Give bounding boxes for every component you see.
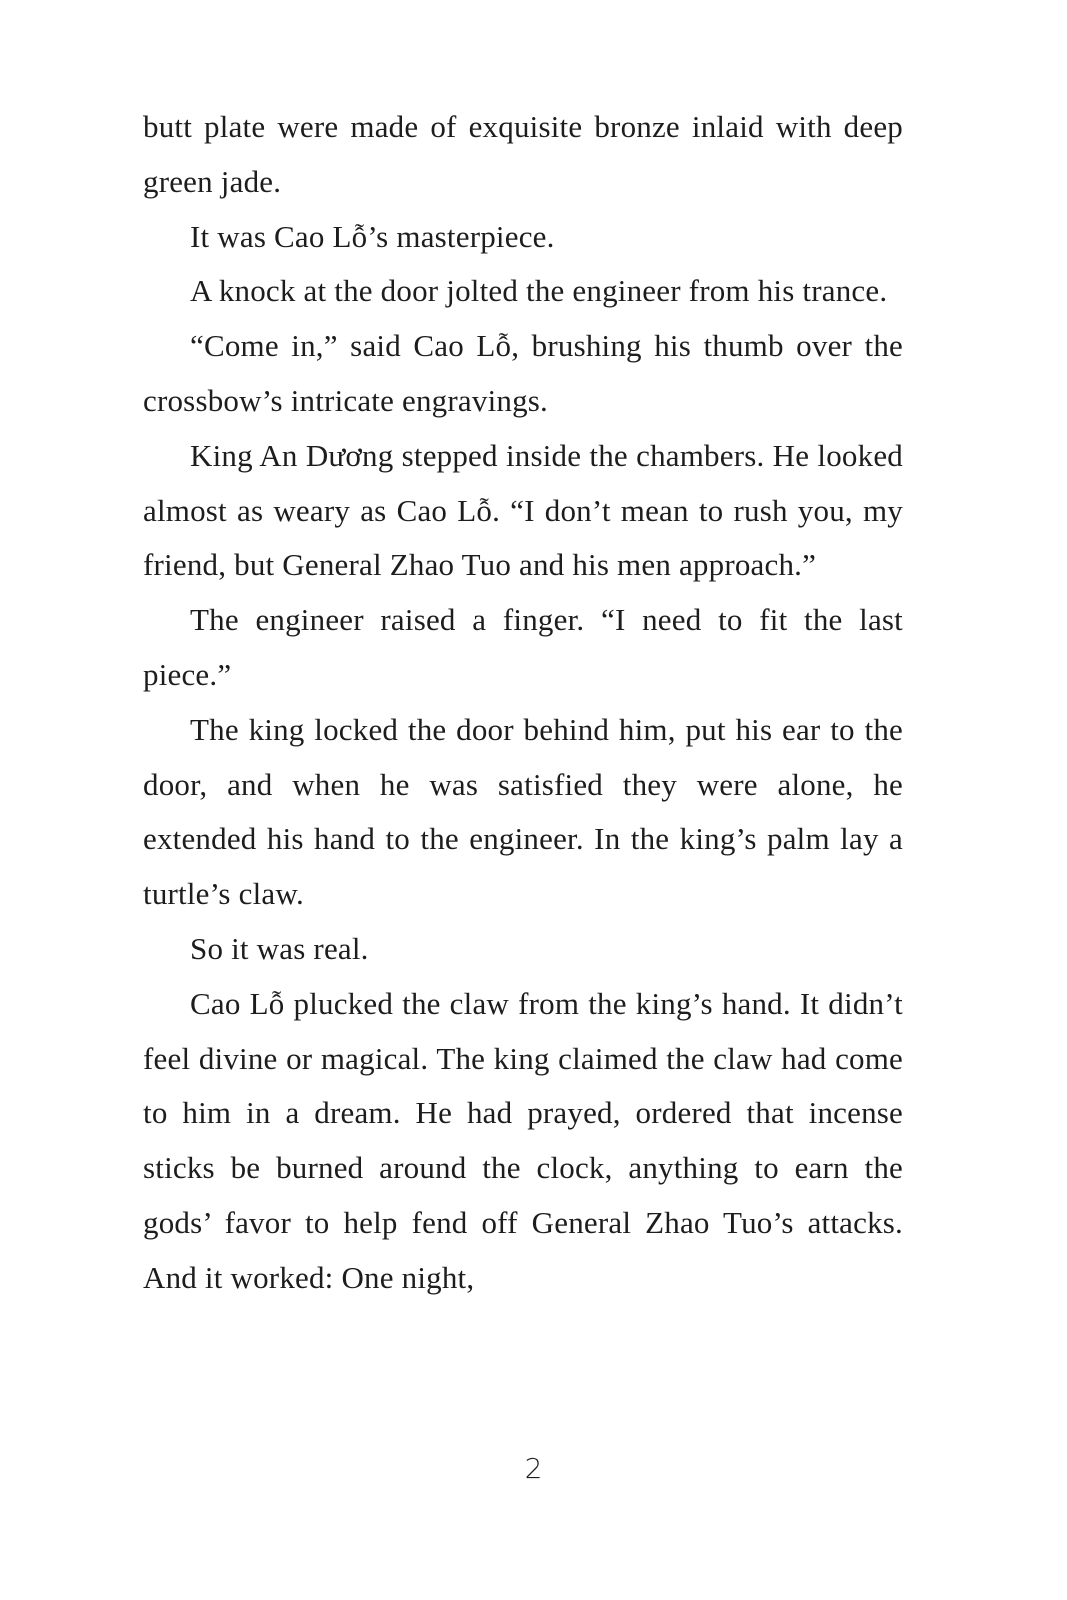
- paragraph-3: A knock at the door jolted the engineer from his trance.: [190, 273, 888, 309]
- paragraph-2: It was Cao Lỗ’s masterpiece.: [190, 218, 555, 254]
- paragraph-4: “Come in,” said Cao Lỗ, brushing his thumb over the crossbow’s intricate engravings.: [143, 328, 903, 418]
- body-text: [143, 100, 903, 1306]
- paragraph-1: butt plate were made of exquisite bronze inlaid with deep green jade.: [143, 109, 903, 199]
- paragraph-6: The engineer raised a finger. “I need to fit the last piece.”: [143, 602, 903, 692]
- paragraph-5: King An Dương stepped inside the chambers. He looked almost as weary as Cao Lỗ. “I don’t mean to rush you, my friend, but General Zhao Tuo and his men approach.”: [143, 437, 903, 583]
- page-number: 2: [524, 1452, 543, 1485]
- paragraph-7: The king locked the door behind him, put his ear to the door, and when he was satisfied they were alone, he extended his hand to the engineer. In the king’s palm lay a turtle’s claw.: [143, 711, 903, 912]
- paragraph-8: So it was real.: [190, 930, 369, 966]
- paragraph-9: Cao Lỗ plucked the claw from the king’s hand. It didn’t feel divine or magical. The king claimed the claw had come to him in a dream. He had prayed, ordered that incense sticks be burned around the clock, anything to earn the gods’ favor to help fend off General Zhao Tuo’s attacks. And it worked: One night,: [143, 985, 903, 1295]
